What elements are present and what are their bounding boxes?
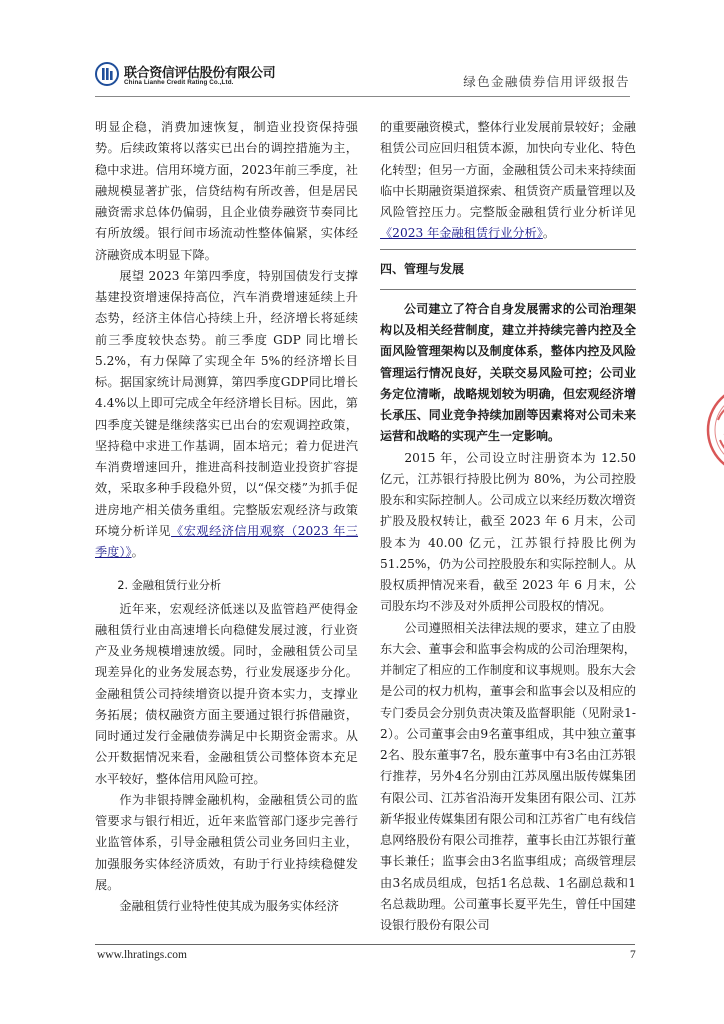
section-heading-leasing: 2. 金融租赁行业分析: [117, 579, 222, 593]
outlook-end: 。: [131, 545, 144, 559]
company-name-cn: 联合资信评估股份有限公司: [124, 66, 276, 81]
outlook-text: 展望 2023 年第四季度，特别国债发行支撑基建投资增速保持高位，汽车消费增速延续上升态势，经济主体信心持续上升，经济增长将延续前三季度较快态势。前三季度 GDP 同比增长 5.2%，有力保障了实现全年 5%的经济增长目标。据国家统计局测算，第四季度GDP同比增长 4.4%以上即可完成全年经济增长目标。因此，第四季度关键是继续落实已出台的宏观调控政策，坚持稳中求进工作基调，固本培元；着力促进汽车消费增速回升，推进高科技制造业投资扩容提效，采取多种手段稳外贸，以“保交楼”为抓手促进房地产相关债务重组。完整版宏观经济与政策环境分析详见: [95, 268, 358, 538]
governance-summary: 公司建立了符合自身发展需求的公司治理架构以及相关经营制度，建立并持续完善内控及全面风险管理架构以及制度体系，整体内控及风险管理运行情况良好，关联交易风险可控；公司业务定位清晰，战略规划较为明确，但宏观经济增长承压、同业竞争持续加剧等因素将对公司未来运营和战略的实现产生一定影响。: [380, 301, 636, 444]
right-column: [380, 117, 636, 936]
paragraph-leasing-prospect: [380, 117, 636, 245]
paragraph-leasing-industry: 近年来，宏观经济低迷以及监管趋严使得金融租赁行业由高速增长向稳健发展过渡，行业资产及业务规模增速放缓。同时，金融租赁公司呈现差异化的业务发展态势，行业发展逐步分化。金融租赁公司持续增资以提升资本实力，支撑业务拓展；债权融资方面主要通过银行拆借融资，同时通过发行金融债券满足中长期资金需求。从公开数据情况来看，金融租赁公司整体资本充足水平较好，整体信用风险可控。: [95, 601, 358, 786]
leasing-report-link[interactable]: 《2023 年金融租赁行业分析》: [380, 226, 543, 241]
page-header: [0, 0, 724, 100]
section-divider-2: [380, 289, 636, 290]
paragraph-shareholding: 2015 年，公司设立时注册资本为 12.50 亿元，江苏银行持股比例为 80%，为公司控股股东和实际控制人。公司成立以来经历数次增资扩股及股权转让，截至 2023 年 6 月末，公司股本为 40.00 亿元，江苏银行持股比例为 51.25%，仍为公司控股股东和实际控制人。从股权质押情况来看，截至 2023 年 6 月末，公司股东均不涉及对外质押公司股权的情况。: [380, 450, 636, 614]
paragraph-governance-structure: 公司遵照相关法律法规的要求，建立了由股东大会、董事会和监事会构成的公司治理架构，并制定了相应的工作制度和议事规则。股东大会是公司的权力机构，董事会和监事会以及相应的专门委员会分别负责决策及监督职能（见附录1-2）。公司董事会由9名董事组成，其中独立董事2名、股东董事7名，股东董事中有3名由江苏银行推荐，另外4名分别由江苏凤凰出版传媒集团有限公司、江苏省沿海开发集团有限公司、江苏新华报业传媒集团有限公司和江苏省广电有线信息网络股份有限公司推荐，董事长由江苏银行董事长兼任；监事会由3名监事组成；高级管理层由3名成员组成，包括1名总裁、1名副总裁和1名总裁助理。公司董事长夏平先生，曾任中国建设银行股份有限公司: [380, 620, 636, 932]
company-seal-stamp: [702, 380, 724, 480]
macro-report-link[interactable]: 《宏观经济信用观察（2023 年三季度）》: [95, 523, 359, 559]
company-name-en: China Lianhe Credit Rating Co.,Ltd.: [124, 79, 234, 86]
lianhe-logo-icon: [95, 62, 119, 86]
footer-website: www.lhratings.com: [97, 949, 187, 961]
section-heading-management: 四、管理与发展: [380, 261, 465, 276]
left-column: [95, 117, 358, 917]
paragraph-leasing-regulation: 作为非银持牌金融机构，金融租赁公司的监管要求与银行相近，近年来监管部门逐步完善行业监管体系，引导金融租赁公司业务回归主业，加强服务实体经济质效，有助于行业持续稳健发展。: [95, 792, 358, 892]
paragraph-outlook: [95, 266, 358, 564]
footer-divider: [95, 944, 635, 945]
paragraph-economy-summary: 明显企稳，消费加速恢复，制造业投资保持强势。后续政策将以落实已出台的调控措施为主，稳中求进。信用环境方面，2023年前三季度，社融规模显著扩张，信贷结构有所改善，但是居民融资需求总体仍偏弱，且企业债券融资节奏同比有所放缓。银行间市场流动性整体偏紧，实体经济融资成本明显下降。: [95, 120, 358, 262]
prospect-text: 的重要融资模式，整体行业发展前景较好；金融租赁公司应回归租赁本源，加快向专业化、特色化转型；但另一方面，金融租赁公司未来持续面临中长期融资渠道探索、租赁资产质量管理以及风险管控压力。完整版金融租赁行业分析详见: [380, 120, 636, 219]
report-title: 绿色金融债券信用评级报告: [463, 74, 630, 89]
prospect-end: 。: [542, 226, 556, 241]
header-divider: [95, 96, 630, 97]
section-divider: [380, 249, 636, 250]
page-number: 7: [630, 949, 636, 961]
paragraph-leasing-characteristics: 金融租赁行业特性使其成为服务实体经济: [119, 899, 339, 913]
